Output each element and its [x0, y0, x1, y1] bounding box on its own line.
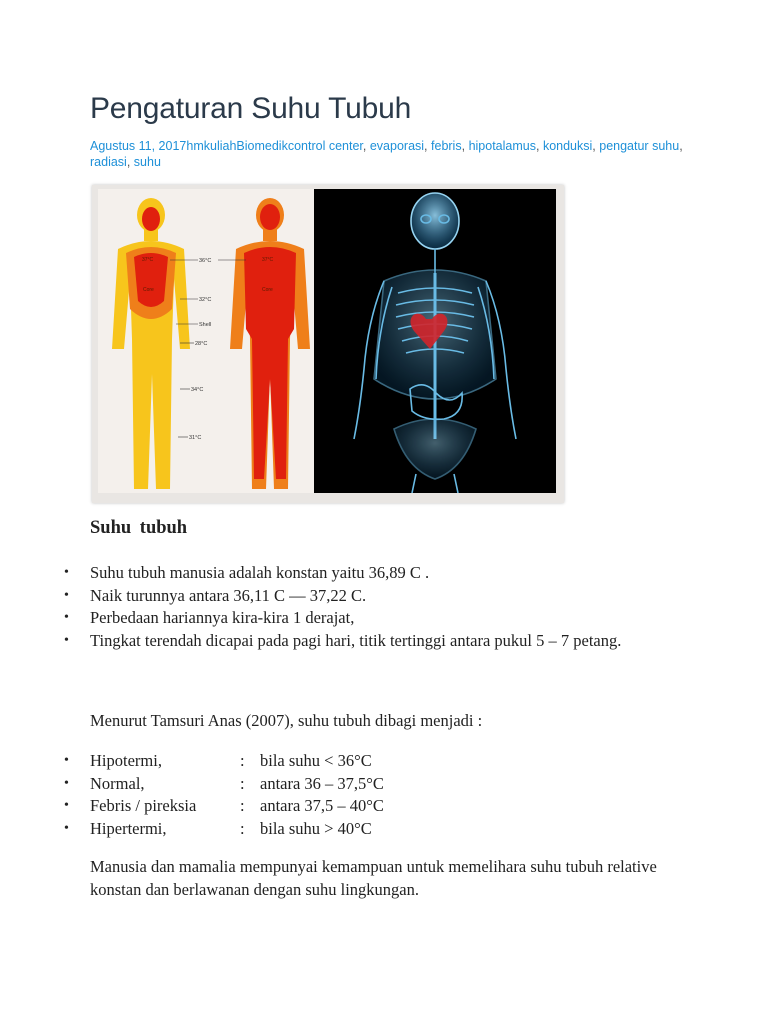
post-date-link[interactable]: Agustus 11, 2017: [90, 139, 187, 153]
tag-link[interactable]: pengatur suhu: [599, 139, 680, 153]
xray-body-illustration: [314, 189, 556, 493]
tag-separator: ,: [362, 139, 367, 153]
tag-separator: ,: [535, 139, 540, 153]
tag-link[interactable]: konduksi: [542, 139, 593, 153]
closing-paragraph: Manusia dan mamalia mempunyai kemampuan untuk memelihara suhu tubuh relative konstan dan berlawanan dengan suhu lingkungan.: [90, 857, 657, 899]
post-author-link[interactable]: hmkuliah: [186, 139, 237, 153]
right-body-figure: [230, 198, 310, 489]
class-term: Febris / pireksia: [90, 796, 197, 815]
list-item: [62, 818, 682, 841]
list-item: • Tingkat terendah dicapai pada pagi hari, titik tertinggi antara pukul 5 – 7 petang.: [62, 630, 682, 653]
label-28c: 28°C: [195, 341, 208, 347]
class-desc: bila suhu > 40°C: [260, 818, 372, 838]
colon: :: [240, 796, 245, 815]
label-32c: 32°C: [199, 297, 212, 303]
class-desc: antara 37,5 – 40°C: [260, 796, 384, 815]
meta-line-1: [90, 138, 710, 170]
colon: :: [240, 751, 245, 770]
xray-skeleton: [354, 193, 516, 493]
post-meta: [90, 138, 710, 170]
classification-intro: Menurut Tamsuri Anas (2007), suhu tubuh dibagi menjadi :: [90, 711, 483, 730]
list-item: • Perbedaan hariannya kira-kira 1 derajat,: [62, 607, 682, 630]
body-temperature-figure: [92, 185, 564, 503]
section-heading: Suhu tubuh: [90, 518, 188, 538]
thermal-map-illustration: [98, 189, 314, 493]
list-item: [62, 795, 682, 818]
list-item: • Naik turunnya antara 36,11 C — 37,22 C.: [62, 585, 682, 608]
temperature-classes-list: [62, 750, 682, 840]
tag-separator: ,: [592, 139, 596, 153]
post-title: Pengaturan Suhu Tubuh: [90, 92, 412, 125]
tag-link[interactable]: evaporasi: [369, 139, 425, 153]
colon: :: [240, 818, 245, 838]
label-31c: 31°C: [189, 435, 202, 441]
class-term: Hipotermi,: [90, 751, 162, 770]
colon: :: [240, 773, 245, 793]
label-36c: 36°C: [199, 258, 212, 264]
left-body-figure: [112, 198, 190, 489]
xray-svg: [314, 189, 556, 493]
tag-link[interactable]: hipotalamus: [468, 139, 536, 153]
tag-separator: ,: [424, 139, 428, 153]
class-desc: antara 36 – 37,5°C: [260, 773, 384, 793]
list-item: • Suhu tubuh manusia adalah konstan yaitu 36,89 C .: [62, 562, 682, 585]
label-37c-left: 37°C: [142, 257, 154, 263]
tag-separator: ,: [461, 139, 466, 153]
label-37c-right: 37°C: [262, 257, 274, 263]
class-term: Hipertermi,: [90, 818, 167, 838]
list-item: [62, 750, 682, 773]
tag-link[interactable]: control center: [287, 139, 363, 153]
tag-link[interactable]: suhu: [133, 155, 161, 169]
tag-link[interactable]: febris: [431, 139, 462, 153]
class-term: Normal,: [90, 773, 145, 793]
temperature-facts-list: [62, 562, 682, 652]
label-core-right: Core: [262, 287, 273, 293]
post-category-link[interactable]: Biomedik: [236, 139, 288, 153]
class-desc: bila suhu < 36°C: [260, 751, 372, 770]
thermal-bodies-svg: [98, 189, 314, 493]
tag-link[interactable]: radiasi: [90, 155, 127, 169]
tag-separator: ,: [679, 139, 683, 153]
tag-separator: ,: [126, 155, 131, 169]
label-shell: Shell: [199, 322, 212, 328]
list-item: [62, 773, 682, 796]
label-34c: 34°C: [191, 387, 204, 393]
label-core-left: Core: [143, 287, 154, 293]
